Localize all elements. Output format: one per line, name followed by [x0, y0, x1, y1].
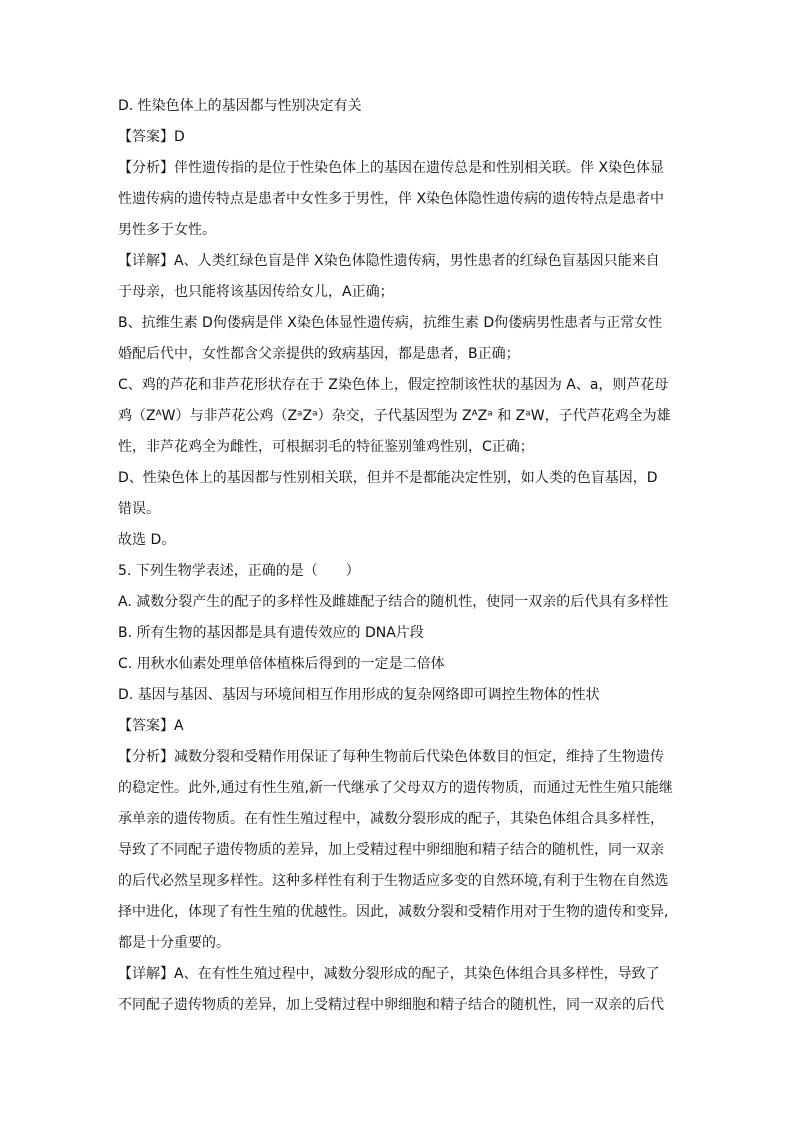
question-5-option-c: C. 用秋水仙素处理单倍体植株后得到的一定是二倍体 [118, 656, 445, 672]
analysis-line: 择中进化，体现了有性生殖的优越性。因此，减数分裂和受精作用对于生物的遗传和变异, [118, 904, 669, 920]
detail-line: 错误。 [118, 501, 160, 517]
answer-line: 【答案】D [118, 129, 185, 145]
question-5-option-d: D. 基因与基因、基因与环境间相互作用形成的复杂网络即可调控生物体的性状 [118, 687, 600, 703]
option-d-text: D. 性染色体上的基因都与性别决定有关 [118, 98, 362, 114]
detail-line: 婚配后代中，女性都含父亲提供的致病基因，都是患者，B正确； [118, 346, 520, 362]
question-5-stem: 5. 下列生物学表述，正确的是（ ） [118, 563, 360, 579]
detail-line: 不同配子遗传物质的差异，加上受精过程中卵细胞和精子结合的随机性，同一双亲的后代 [118, 997, 664, 1013]
analysis-line: 导致了不同配子遗传物质的差异，加上受精过程中卵细胞和精子结合的随机性，同一双亲 [118, 842, 664, 858]
question-5-option-a: A. 减数分裂产生的配子的多样性及雌雄配子结合的随机性，使同一双亲的后代具有多样性 [118, 594, 669, 610]
detail-line: C、鸡的芦花和非芦花形状存在于 Z染色体上，假定控制该性状的基因为 A、a，则芦花母 [118, 377, 669, 393]
detail-line: 【详解】A、人类红绿色盲是伴 X染色体隐性遗传病，男性患者的红绿色盲基因只能来自 [118, 253, 660, 269]
detail-line: B、抗维生素 D佝偻病是伴 X染色体显性遗传病，抗维生素 D佝偻病男性患者与正常女性 [118, 315, 663, 331]
analysis-line: 承单亲的遗传物质。在有性生殖过程中，减数分裂形成的配子，其染色体组合具多样性， [118, 811, 664, 827]
detail-line: 鸡（ZᴬW）与非芦花公鸡（ZᵃZᵃ）杂交，子代基因型为 ZᴬZᵃ 和 ZᵃW，子代芦花鸡全为雄 [118, 408, 671, 424]
document-page [118, 96, 678, 1015]
detail-line: 【详解】A、在有性生殖过程中，减数分裂形成的配子，其染色体组合具多样性，导致了 [118, 966, 660, 982]
analysis-line: 的稳定性。此外,通过有性生殖,新一代继承了父母双方的遗传物质，而通过无性生殖只能继 [118, 780, 673, 796]
analysis-line: 性遗传病的遗传特点是患者中女性多于男性，伴 X染色体隐性遗传病的遗传特点是患者中 [118, 191, 665, 207]
conclusion-line: 故选 D。 [118, 532, 176, 548]
analysis-line: 都是十分重要的。 [118, 935, 230, 951]
analysis-line: 【分析】伴性遗传指的是位于性染色体上的基因在遗传总是和性别相关联。伴 X染色体显 [118, 160, 665, 176]
question-5-option-b: B. 所有生物的基因都是具有遗传效应的 DNA片段 [118, 625, 424, 641]
analysis-line: 的后代必然呈现多样性。这种多样性有利于生物适应多变的自然环境,有利于生物在自然选 [118, 873, 669, 889]
detail-line: D、性染色体上的基因都与性别相关联，但并不是都能决定性别，如人类的色盲基因，D [118, 470, 658, 486]
analysis-line: 【分析】减数分裂和受精作用保证了每种生物前后代染色体数目的恒定，维持了生物遗传 [118, 749, 664, 765]
detail-line: 于母亲，也只能将该基因传给女儿，A正确； [118, 284, 394, 300]
answer-line: 【答案】A [118, 718, 184, 734]
analysis-line: 男性多于女性。 [118, 222, 216, 238]
detail-line: 性，非芦花鸡全为雌性，可根据羽毛的特征鉴别雏鸡性别，C正确； [118, 439, 534, 455]
